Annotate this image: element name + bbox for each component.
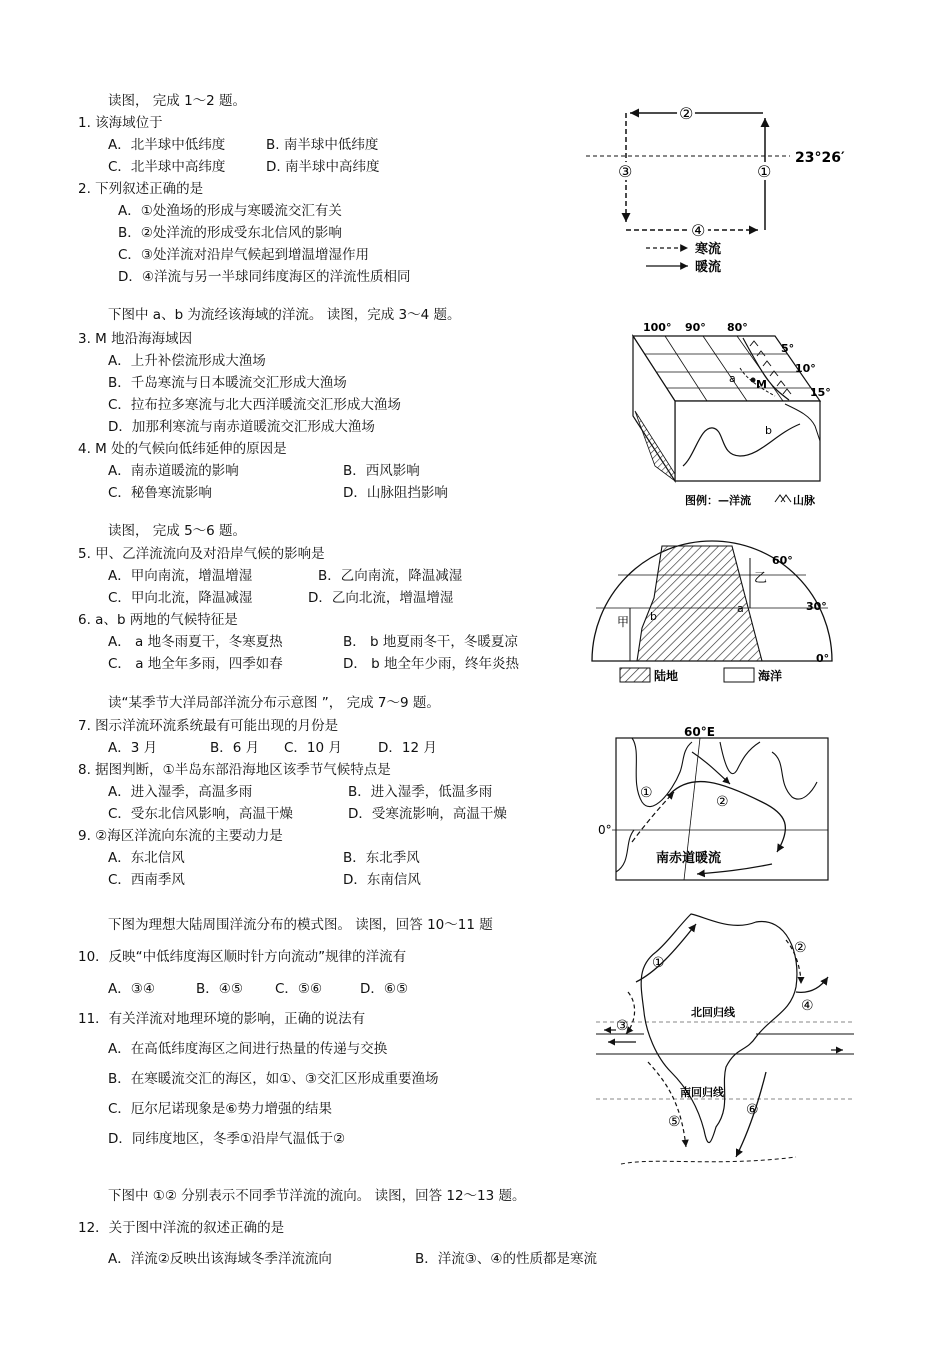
legend-land: 陆地 bbox=[654, 669, 679, 683]
question-7-stem: 7. 图示洋流环流系统最有可能出现的月份是 bbox=[78, 718, 339, 734]
label-a: a bbox=[729, 372, 736, 385]
question-11-stem: 11．有关洋流对地理环境的影响，正确的说法有 bbox=[78, 1011, 366, 1027]
label-b: b bbox=[765, 424, 772, 437]
q10-option-c: C．⑤⑥ bbox=[275, 981, 323, 997]
q9-option-d: D．东南信风 bbox=[343, 872, 421, 888]
q10-option-b: B．④⑤ bbox=[196, 981, 243, 997]
section-intro-2: 下图中 a、b 为流经该海域的洋流。 读图，完成 3～4 题。 bbox=[108, 307, 461, 323]
label-4: ④ bbox=[801, 998, 814, 1014]
q3-option-a: A．上升补偿流形成大渔场 bbox=[108, 353, 266, 369]
label-jia: 甲 bbox=[617, 615, 630, 629]
q11-option-d: D．同纬度地区，冬季①沿岸气温低于② bbox=[108, 1131, 346, 1147]
question-9-stem: 9. ②海区洋流向东流的主要动力是 bbox=[78, 828, 283, 844]
section-intro-6: 下图中 ①② 分别表示不同季节洋流的流向。 读图，回答 12～13 题。 bbox=[108, 1188, 526, 1204]
section-intro-3: 读图， 完成 5～6 题。 bbox=[108, 523, 247, 539]
label-2: ② bbox=[679, 104, 694, 123]
figure-hemisphere bbox=[582, 538, 842, 688]
label-2: ② bbox=[716, 794, 729, 810]
question-6-stem: 6. a、b 两地的气候特征是 bbox=[78, 612, 238, 628]
legend-mountain: 山脉 bbox=[793, 494, 815, 507]
legend-ocean: 海洋 bbox=[758, 669, 783, 683]
label-a: a bbox=[737, 602, 744, 615]
q7-option-b: B．6 月 bbox=[210, 740, 260, 756]
question-8-stem: 8. 据图判断，①半岛东部沿海地区该季节气候特点是 bbox=[78, 762, 391, 778]
section-intro-1: 读图， 完成 1～2 题。 bbox=[108, 93, 247, 109]
label-3: ③ bbox=[618, 162, 633, 181]
question-4-stem: 4. M 处的气候向低纬延伸的原因是 bbox=[78, 441, 287, 457]
question-10-stem: 10．反映“中低纬度海区顺时针方向流动”规律的洋流有 bbox=[78, 949, 407, 965]
q1-option-a: A．北半球中低纬度 bbox=[108, 137, 226, 153]
label-1: ① bbox=[652, 955, 665, 971]
q10-option-a: A．③④ bbox=[108, 981, 155, 997]
legend-ocean-swatch bbox=[724, 668, 754, 682]
lat-15: 15° bbox=[810, 386, 831, 399]
q1-option-b: B. 南半球中低纬度 bbox=[266, 137, 379, 153]
lon-label: 60°E bbox=[684, 725, 715, 739]
label-m: M bbox=[756, 378, 767, 391]
q2-option-b: B．②处洋流的形成受东北信风的影响 bbox=[118, 225, 342, 241]
lat-60: 60° bbox=[772, 554, 793, 567]
equator-label: 0° bbox=[598, 823, 612, 837]
label-yi: 乙 bbox=[754, 571, 768, 586]
label-4: ④ bbox=[691, 221, 706, 240]
label-3: ③ bbox=[616, 1018, 629, 1034]
q4-option-d: D．山脉阻挡影响 bbox=[343, 485, 448, 501]
lat-0: 0° bbox=[816, 652, 830, 665]
q8-option-b: B．进入湿季，低温多雨 bbox=[348, 784, 493, 800]
legend-cold: 寒流 bbox=[695, 242, 722, 257]
legend-current: 图例：—洋流 bbox=[685, 494, 751, 507]
lon-80: 80° bbox=[727, 321, 748, 334]
section-intro-5: 下图为理想大陆周围洋流分布的模式图。 读图，回答 10～11 题 bbox=[108, 917, 493, 933]
figure-current-loop bbox=[580, 98, 850, 283]
section-intro-4: 读“某季节大洋局部洋流分布示意图 ”， 完成 7～9 题。 bbox=[108, 695, 440, 711]
question-2-stem: 2. 下列叙述正确的是 bbox=[78, 181, 204, 197]
q6-option-b: B． b 地夏雨冬干，冬暖夏凉 bbox=[343, 634, 518, 650]
lat-10: 10° bbox=[795, 362, 816, 375]
q5-option-a: A．甲向南流，增温增湿 bbox=[108, 568, 253, 584]
figure-ideal-continent bbox=[596, 912, 856, 1174]
q7-option-c: C．10 月 bbox=[284, 740, 342, 756]
q11-option-c: C．厄尔尼诺现象是⑥势力增强的结果 bbox=[108, 1101, 333, 1117]
question-5-stem: 5. 甲、乙洋流流向及对沿岸气候的影响是 bbox=[78, 546, 325, 562]
q9-option-b: B．东北季风 bbox=[343, 850, 420, 866]
q9-option-a: A．东北信风 bbox=[108, 850, 185, 866]
q6-option-c: C． a 地全年多雨，四季如春 bbox=[108, 656, 283, 672]
q8-option-a: A．进入湿季，高温多雨 bbox=[108, 784, 253, 800]
q4-option-b: B．西风影响 bbox=[343, 463, 420, 479]
label-b: b bbox=[650, 610, 657, 623]
label-2: ② bbox=[794, 940, 807, 956]
q3-option-d: D．加那利寒流与南赤道暖流交汇形成大渔场 bbox=[108, 419, 375, 435]
figure-ocean-currents bbox=[598, 722, 834, 882]
q2-option-a: A．①处渔场的形成与寒暖流交汇有关 bbox=[118, 203, 342, 219]
question-1-stem: 1. 该海域位于 bbox=[78, 115, 163, 131]
latitude-label: 23°26′ bbox=[795, 150, 845, 166]
q8-option-d: D．受寒流影响，高温干燥 bbox=[348, 806, 507, 822]
south-tropic-label: 南回归线 bbox=[680, 1086, 724, 1099]
label-1: ① bbox=[640, 785, 653, 801]
legend-warm: 暖流 bbox=[695, 260, 722, 275]
label-5: ⑤ bbox=[668, 1114, 681, 1130]
question-3-stem: 3. M 地沿海海域因 bbox=[78, 331, 193, 347]
q4-option-c: C．秘鲁寒流影响 bbox=[108, 485, 212, 501]
lon-90: 90° bbox=[685, 321, 706, 334]
q6-option-a: A． a 地冬雨夏干，冬寒夏热 bbox=[108, 634, 283, 650]
q5-option-d: D．乙向北流，增温增湿 bbox=[308, 590, 454, 606]
q3-option-c: C．拉布拉多寒流与北大西洋暖流交汇形成大渔场 bbox=[108, 397, 401, 413]
north-tropic-label: 北回归线 bbox=[691, 1006, 735, 1019]
q5-option-b: B．乙向南流，降温减湿 bbox=[318, 568, 463, 584]
q7-option-d: D．12 月 bbox=[378, 740, 437, 756]
q11-option-b: B．在寒暖流交汇的海区，如①、③交汇区形成重要渔场 bbox=[108, 1071, 439, 1087]
q10-option-d: D．⑥⑤ bbox=[360, 981, 409, 997]
current-label: 南赤道暖流 bbox=[656, 851, 722, 866]
legend-land-swatch bbox=[620, 668, 650, 682]
q9-option-c: C．西南季风 bbox=[108, 872, 185, 888]
label-1: ① bbox=[757, 162, 772, 181]
q12-option-b: B．洋流③、④的性质都是寒流 bbox=[415, 1251, 597, 1267]
mountain-icon bbox=[775, 495, 791, 502]
q3-option-b: B．千岛寒流与日本暖流交汇形成大渔场 bbox=[108, 375, 347, 391]
lat-5: 5° bbox=[781, 342, 795, 355]
lat-30: 30° bbox=[806, 600, 827, 613]
q4-option-a: A．南赤道暖流的影响 bbox=[108, 463, 239, 479]
q12-option-a: A．洋流②反映出该海域冬季洋流流向 bbox=[108, 1251, 332, 1267]
q7-option-a: A．3 月 bbox=[108, 740, 158, 756]
lon-100: 100° bbox=[643, 321, 672, 334]
q8-option-c: C．受东北信风影响，高温干燥 bbox=[108, 806, 293, 822]
label-6: ⑥ bbox=[746, 1102, 759, 1118]
q2-option-d: D．④洋流与另一半球同纬度海区的洋流性质相同 bbox=[118, 269, 411, 285]
question-12-stem: 12．关于图中洋流的叙述正确的是 bbox=[78, 1220, 285, 1236]
q1-option-d: D. 南半球中高纬度 bbox=[266, 159, 380, 175]
q2-option-c: C．③处洋流对沿岸气候起到增温增湿作用 bbox=[118, 247, 370, 263]
q6-option-d: D． b 地全年少雨，终年炎热 bbox=[343, 656, 520, 672]
figure-block-diagram bbox=[625, 316, 840, 516]
q5-option-c: C．甲向北流，降温减湿 bbox=[108, 590, 253, 606]
q11-option-a: A．在高低纬度海区之间进行热量的传递与交换 bbox=[108, 1041, 388, 1057]
continent-outline bbox=[641, 914, 797, 1143]
q1-option-c: C．北半球中高纬度 bbox=[108, 159, 226, 175]
